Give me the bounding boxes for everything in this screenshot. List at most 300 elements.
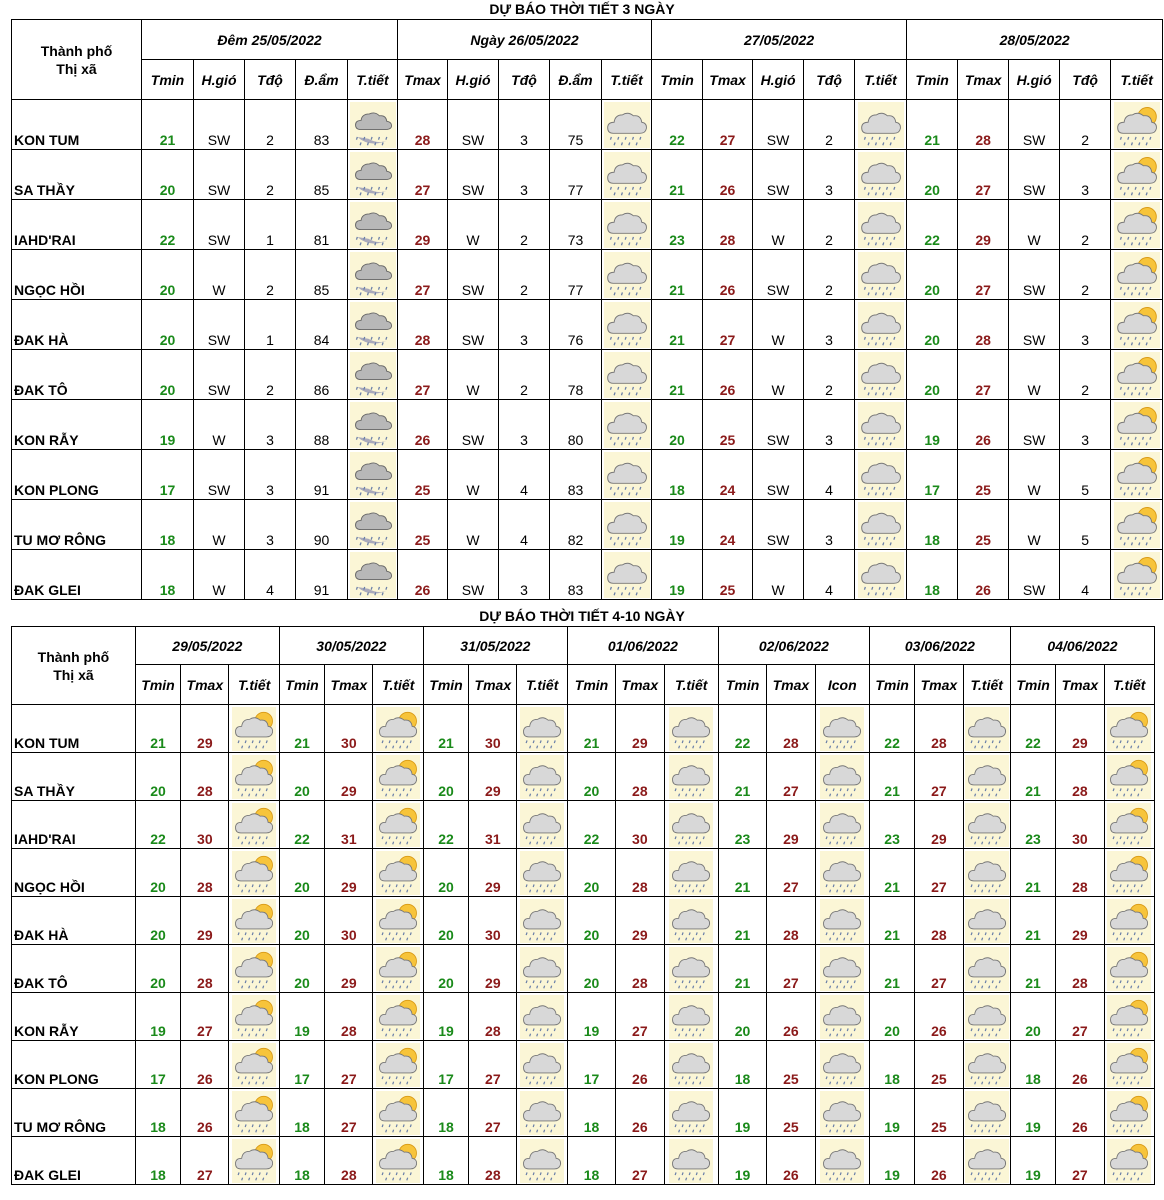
weather-cell <box>963 897 1010 945</box>
cell-value: 2 <box>245 250 296 300</box>
city-name: KON PLONG <box>12 450 142 500</box>
cell-value: 24 <box>703 450 753 500</box>
cell-value: 21 <box>652 150 703 200</box>
weather-cell <box>373 753 423 801</box>
column-header: T.tiết <box>517 665 567 705</box>
column-header: Tđộ <box>1060 60 1111 100</box>
sun-cloud-rain-icon <box>1107 1043 1151 1087</box>
tmin-value: 19 <box>718 1089 766 1137</box>
weather-cell <box>1104 1089 1154 1137</box>
cell-value: W <box>194 550 245 600</box>
tmin-value: 20 <box>718 993 766 1041</box>
cloud-rain-icon <box>820 851 864 895</box>
sun-cloud-rain-icon <box>376 995 420 1039</box>
cloud-rain-icon <box>669 899 713 943</box>
weather-cell <box>348 250 398 300</box>
weather-cell <box>229 1041 279 1089</box>
cell-value: SW <box>1009 150 1060 200</box>
city-name: IAHD'RAI <box>12 801 136 849</box>
cell-value: 28 <box>398 300 448 350</box>
tmax-value: 30 <box>469 705 517 753</box>
column-header: Tmax <box>703 60 753 100</box>
cell-value: 3 <box>499 400 550 450</box>
cloud-rain-icon <box>820 899 864 943</box>
tmin-value: 21 <box>869 753 914 801</box>
tmax-value: 26 <box>767 1137 815 1185</box>
column-header: T.tiết <box>373 665 423 705</box>
city-name: KON TUM <box>12 705 136 753</box>
cell-value: SW <box>753 450 804 500</box>
cloud-rain-icon <box>604 502 650 548</box>
sun-cloud-rain-icon <box>1107 803 1151 847</box>
cell-value: 20 <box>142 300 194 350</box>
weather-cell <box>664 753 718 801</box>
sun-cloud-rain-icon <box>232 1043 276 1087</box>
cloud-rain-icon <box>669 1091 713 1135</box>
tmax-value: 28 <box>767 705 815 753</box>
table-row <box>12 1089 1155 1137</box>
table-row <box>12 753 1155 801</box>
cell-value: 25 <box>398 500 448 550</box>
cell-value: 28 <box>958 100 1009 150</box>
tmin-value: 21 <box>1010 753 1055 801</box>
cell-value: 17 <box>907 450 958 500</box>
tmin-value: 18 <box>1010 1041 1055 1089</box>
cell-value: 22 <box>652 100 703 150</box>
tmax-value: 29 <box>616 705 664 753</box>
cell-value: 26 <box>398 400 448 450</box>
tmin-value: 17 <box>423 1041 468 1089</box>
city-name: KON RẪY <box>12 400 142 450</box>
tmin-value: 21 <box>869 945 914 993</box>
cell-value: 27 <box>703 300 753 350</box>
cloud-rain-icon <box>965 1091 1009 1135</box>
tmax-value: 27 <box>767 753 815 801</box>
cloud-rain-icon <box>520 947 564 991</box>
sun-cloud-rain-icon <box>1107 1091 1151 1135</box>
tmin-value: 18 <box>423 1089 468 1137</box>
weather-cell <box>229 993 279 1041</box>
date-header: 01/06/2022 <box>567 627 718 665</box>
tmax-value: 27 <box>767 945 815 993</box>
cell-value: 4 <box>499 450 550 500</box>
table-row <box>12 150 1163 200</box>
cell-value: W <box>448 450 499 500</box>
cell-value: W <box>194 500 245 550</box>
city-name: NGỌC HỒI <box>12 250 142 300</box>
sun-cloud-rain-icon <box>1107 947 1151 991</box>
cell-value: 3 <box>804 500 855 550</box>
tmin-value: 21 <box>718 897 766 945</box>
sun-cloud-rain-icon <box>376 851 420 895</box>
weather-cell <box>229 897 279 945</box>
weather-cell <box>229 1089 279 1137</box>
cell-value: 21 <box>142 100 194 150</box>
tmin-value: 21 <box>1010 945 1055 993</box>
sun-cloud-rain-icon <box>1114 552 1160 598</box>
tmax-value: 26 <box>616 1089 664 1137</box>
cell-value: 3 <box>499 100 550 150</box>
tmax-value: 30 <box>325 705 373 753</box>
weather-cell <box>1104 801 1154 849</box>
weather-cell <box>664 1137 718 1185</box>
column-header: T.tiết <box>963 665 1010 705</box>
tmax-value: 29 <box>1056 897 1104 945</box>
table-row <box>12 945 1155 993</box>
cell-value: 2 <box>1060 100 1111 150</box>
weather-cell <box>815 1041 869 1089</box>
tmin-value: 20 <box>279 753 324 801</box>
table-row <box>12 400 1163 450</box>
night-cloud-rain-icon <box>350 252 396 298</box>
sun-cloud-rain-icon <box>1107 755 1151 799</box>
cloud-rain-icon <box>520 995 564 1039</box>
cell-value: 20 <box>142 350 194 400</box>
weather-cell <box>602 150 652 200</box>
cell-value: W <box>194 400 245 450</box>
cell-value: 80 <box>550 400 602 450</box>
cell-value: W <box>1009 350 1060 400</box>
weather-cell <box>664 897 718 945</box>
tmin-value: 20 <box>135 753 180 801</box>
column-header: Tmin <box>869 665 914 705</box>
cloud-rain-icon <box>520 1091 564 1135</box>
sun-cloud-rain-icon <box>376 1091 420 1135</box>
tmax-value: 28 <box>325 993 373 1041</box>
tmin-value: 23 <box>869 801 914 849</box>
column-header: T.tiết <box>1104 665 1154 705</box>
sun-cloud-rain-icon <box>1114 202 1160 248</box>
cell-value: 28 <box>703 200 753 250</box>
cell-value: W <box>448 350 499 400</box>
column-header: Đ.ẩm <box>296 60 348 100</box>
weather-cell <box>517 1041 567 1089</box>
cloud-rain-icon <box>820 803 864 847</box>
cloud-rain-icon <box>820 1091 864 1135</box>
cell-value: 91 <box>296 450 348 500</box>
cell-value: 29 <box>958 200 1009 250</box>
tmin-value: 18 <box>718 1041 766 1089</box>
weather-cell <box>517 897 567 945</box>
cloud-rain-icon <box>820 995 864 1039</box>
column-header: Tmax <box>325 665 373 705</box>
cloud-rain-icon <box>669 851 713 895</box>
forecast-4-10-day-table <box>11 626 1155 1185</box>
weather-cell <box>664 801 718 849</box>
sun-cloud-rain-icon <box>376 803 420 847</box>
weather-cell <box>855 500 907 550</box>
table-row <box>12 350 1163 400</box>
sun-cloud-rain-icon <box>376 1139 420 1183</box>
weather-cell <box>963 1089 1010 1137</box>
table-row <box>12 1137 1155 1185</box>
city-name: NGỌC HỒI <box>12 849 136 897</box>
tmax-value: 27 <box>616 1137 664 1185</box>
tmin-value: 19 <box>135 993 180 1041</box>
weather-cell <box>1104 897 1154 945</box>
forecast-3-day-table <box>11 19 1163 600</box>
column-header: Tmax <box>958 60 1009 100</box>
cloud-rain-icon <box>520 803 564 847</box>
cell-value: 3 <box>499 150 550 200</box>
weather-cell <box>855 100 907 150</box>
cell-value: 3 <box>1060 300 1111 350</box>
cell-value: 22 <box>907 200 958 250</box>
sun-cloud-rain-icon <box>1107 899 1151 943</box>
column-header: Tđộ <box>245 60 296 100</box>
cell-value: SW <box>1009 300 1060 350</box>
cell-value: 2 <box>499 200 550 250</box>
cloud-rain-icon <box>858 552 904 598</box>
cell-value: SW <box>448 150 499 200</box>
sun-cloud-rain-icon <box>1114 302 1160 348</box>
cloud-rain-icon <box>604 552 650 598</box>
sun-cloud-rain-icon <box>1114 152 1160 198</box>
cloud-rain-icon <box>965 995 1009 1039</box>
cloud-rain-icon <box>965 755 1009 799</box>
date-header: 27/05/2022 <box>652 20 907 60</box>
cell-value: 20 <box>907 150 958 200</box>
cell-value: 3 <box>1060 150 1111 200</box>
weather-cell <box>855 150 907 200</box>
cell-value: 25 <box>958 500 1009 550</box>
cell-value: 4 <box>1060 550 1111 600</box>
column-header: Tmax <box>1056 665 1104 705</box>
tmin-value: 19 <box>1010 1137 1055 1185</box>
weather-cell <box>1111 400 1163 450</box>
cell-value: 77 <box>550 150 602 200</box>
cell-value: 3 <box>804 150 855 200</box>
cell-value: 27 <box>958 350 1009 400</box>
city-name: SA THẦY <box>12 753 136 801</box>
weather-cell <box>602 550 652 600</box>
weather-cell <box>963 993 1010 1041</box>
weather-cell <box>348 400 398 450</box>
cell-value: W <box>1009 200 1060 250</box>
cell-value: 2 <box>499 250 550 300</box>
sun-cloud-rain-icon <box>376 947 420 991</box>
cloud-rain-icon <box>858 402 904 448</box>
cell-value: 18 <box>142 550 194 600</box>
table-row <box>12 993 1155 1041</box>
weather-cell <box>1111 350 1163 400</box>
weather-cell <box>664 705 718 753</box>
tmin-value: 18 <box>135 1089 180 1137</box>
cell-value: 90 <box>296 500 348 550</box>
cell-value: 27 <box>398 350 448 400</box>
date-header: 28/05/2022 <box>907 20 1163 60</box>
tmax-value: 30 <box>616 801 664 849</box>
tmax-value: 29 <box>181 897 229 945</box>
weather-cell <box>815 753 869 801</box>
tmin-value: 20 <box>279 849 324 897</box>
sun-cloud-rain-icon <box>1114 252 1160 298</box>
table-row <box>12 801 1155 849</box>
tmax-value: 28 <box>469 1137 517 1185</box>
cell-value: SW <box>1009 550 1060 600</box>
cell-value: SW <box>753 250 804 300</box>
cloud-rain-icon <box>604 202 650 248</box>
cloud-rain-icon <box>965 1139 1009 1183</box>
weather-cell <box>517 945 567 993</box>
weather-cell <box>963 1041 1010 1089</box>
weather-cell <box>664 849 718 897</box>
city-name: ĐAK GLEI <box>12 1137 136 1185</box>
cell-value: 2 <box>499 350 550 400</box>
weather-cell <box>815 993 869 1041</box>
cell-value: 26 <box>703 250 753 300</box>
table-row <box>12 550 1163 600</box>
column-header: Tđộ <box>499 60 550 100</box>
cell-value: 18 <box>142 500 194 550</box>
cell-value: 3 <box>804 300 855 350</box>
tmax-value: 27 <box>1056 993 1104 1041</box>
weather-cell <box>602 500 652 550</box>
cloud-rain-icon <box>820 707 864 751</box>
weather-cell <box>373 1089 423 1137</box>
weather-cell <box>664 945 718 993</box>
cell-value: 22 <box>142 200 194 250</box>
weather-cell <box>815 945 869 993</box>
weather-cell <box>373 849 423 897</box>
city-name: IAHD'RAI <box>12 200 142 250</box>
tmin-value: 20 <box>1010 993 1055 1041</box>
cell-value: 83 <box>550 450 602 500</box>
cell-value: 19 <box>907 400 958 450</box>
weather-cell <box>815 705 869 753</box>
city-name: TU MƠ RÔNG <box>12 500 142 550</box>
column-header: Icon <box>815 665 869 705</box>
tmax-value: 29 <box>325 945 373 993</box>
cell-value: 2 <box>804 350 855 400</box>
cell-value: 26 <box>398 550 448 600</box>
cloud-rain-icon <box>520 755 564 799</box>
tmin-value: 19 <box>279 993 324 1041</box>
cell-value: 5 <box>1060 500 1111 550</box>
cell-value: 26 <box>958 550 1009 600</box>
weather-cell <box>664 1041 718 1089</box>
tmax-value: 28 <box>469 993 517 1041</box>
cell-value: 25 <box>958 450 1009 500</box>
cell-value: 20 <box>142 250 194 300</box>
cell-value: 24 <box>703 500 753 550</box>
tmin-value: 20 <box>567 897 615 945</box>
weather-cell <box>855 200 907 250</box>
weather-cell <box>1104 753 1154 801</box>
tmin-value: 20 <box>423 897 468 945</box>
sun-cloud-rain-icon <box>232 803 276 847</box>
cell-value: 73 <box>550 200 602 250</box>
tmax-value: 25 <box>915 1041 963 1089</box>
tmax-value: 29 <box>767 801 815 849</box>
cell-value: 81 <box>296 200 348 250</box>
tmax-value: 27 <box>616 993 664 1041</box>
tmin-value: 20 <box>567 753 615 801</box>
table-row <box>12 100 1163 150</box>
column-header: Tmin <box>135 665 180 705</box>
cloud-rain-icon <box>669 1043 713 1087</box>
tmin-value: 21 <box>718 945 766 993</box>
tmin-value: 20 <box>135 945 180 993</box>
weather-cell <box>963 945 1010 993</box>
cell-value: 21 <box>652 350 703 400</box>
city-name: KON RẪY <box>12 993 136 1041</box>
weather-cell <box>1104 945 1154 993</box>
sun-cloud-rain-icon <box>232 899 276 943</box>
weather-cell <box>517 801 567 849</box>
night-cloud-rain-icon <box>350 402 396 448</box>
cell-value: SW <box>1009 100 1060 150</box>
column-header: H.gió <box>194 60 245 100</box>
column-header: Tmax <box>469 665 517 705</box>
cloud-rain-icon <box>669 755 713 799</box>
weather-cell <box>348 500 398 550</box>
weather-cell <box>815 1089 869 1137</box>
tmax-value: 29 <box>469 945 517 993</box>
tmax-value: 28 <box>616 753 664 801</box>
cell-value: 21 <box>652 250 703 300</box>
weather-cell <box>963 1137 1010 1185</box>
night-cloud-rain-icon <box>350 552 396 598</box>
cell-value: 85 <box>296 250 348 300</box>
tmin-value: 21 <box>1010 897 1055 945</box>
cell-value: 1 <box>245 300 296 350</box>
column-header: Tmax <box>181 665 229 705</box>
tmin-value: 20 <box>423 849 468 897</box>
cell-value: 25 <box>398 450 448 500</box>
date-header: 02/06/2022 <box>718 627 869 665</box>
tmin-value: 17 <box>279 1041 324 1089</box>
column-header: Tmax <box>616 665 664 705</box>
tmax-value: 26 <box>181 1089 229 1137</box>
tmax-value: 29 <box>469 753 517 801</box>
tmin-value: 21 <box>423 705 468 753</box>
cell-value: SW <box>194 100 245 150</box>
cell-value: 86 <box>296 350 348 400</box>
sun-cloud-rain-icon <box>376 755 420 799</box>
weather-cell <box>664 1089 718 1137</box>
cell-value: 29 <box>398 200 448 250</box>
tmin-value: 22 <box>869 705 914 753</box>
tmax-value: 27 <box>915 945 963 993</box>
cell-value: 27 <box>398 250 448 300</box>
cell-value: SW <box>194 350 245 400</box>
date-header: 29/05/2022 <box>135 627 279 665</box>
weather-cell <box>517 993 567 1041</box>
column-header: H.gió <box>753 60 804 100</box>
cell-value: 26 <box>703 350 753 400</box>
tmax-value: 30 <box>181 801 229 849</box>
column-header: T.tiết <box>664 665 718 705</box>
column-header: Đ.ẩm <box>550 60 602 100</box>
weather-cell <box>348 200 398 250</box>
cell-value: 27 <box>703 100 753 150</box>
cell-value: 23 <box>652 200 703 250</box>
tmin-value: 17 <box>567 1041 615 1089</box>
date-header: 03/06/2022 <box>869 627 1010 665</box>
tmin-value: 20 <box>567 849 615 897</box>
cloud-rain-icon <box>604 452 650 498</box>
weather-cell <box>1104 993 1154 1041</box>
city-name: ĐAK TÔ <box>12 945 136 993</box>
weather-cell <box>373 993 423 1041</box>
tmax-value: 29 <box>1056 705 1104 753</box>
column-header: Tmax <box>767 665 815 705</box>
cell-value: 5 <box>1060 450 1111 500</box>
cell-value: 84 <box>296 300 348 350</box>
cell-value: 18 <box>652 450 703 500</box>
cloud-rain-icon <box>858 302 904 348</box>
